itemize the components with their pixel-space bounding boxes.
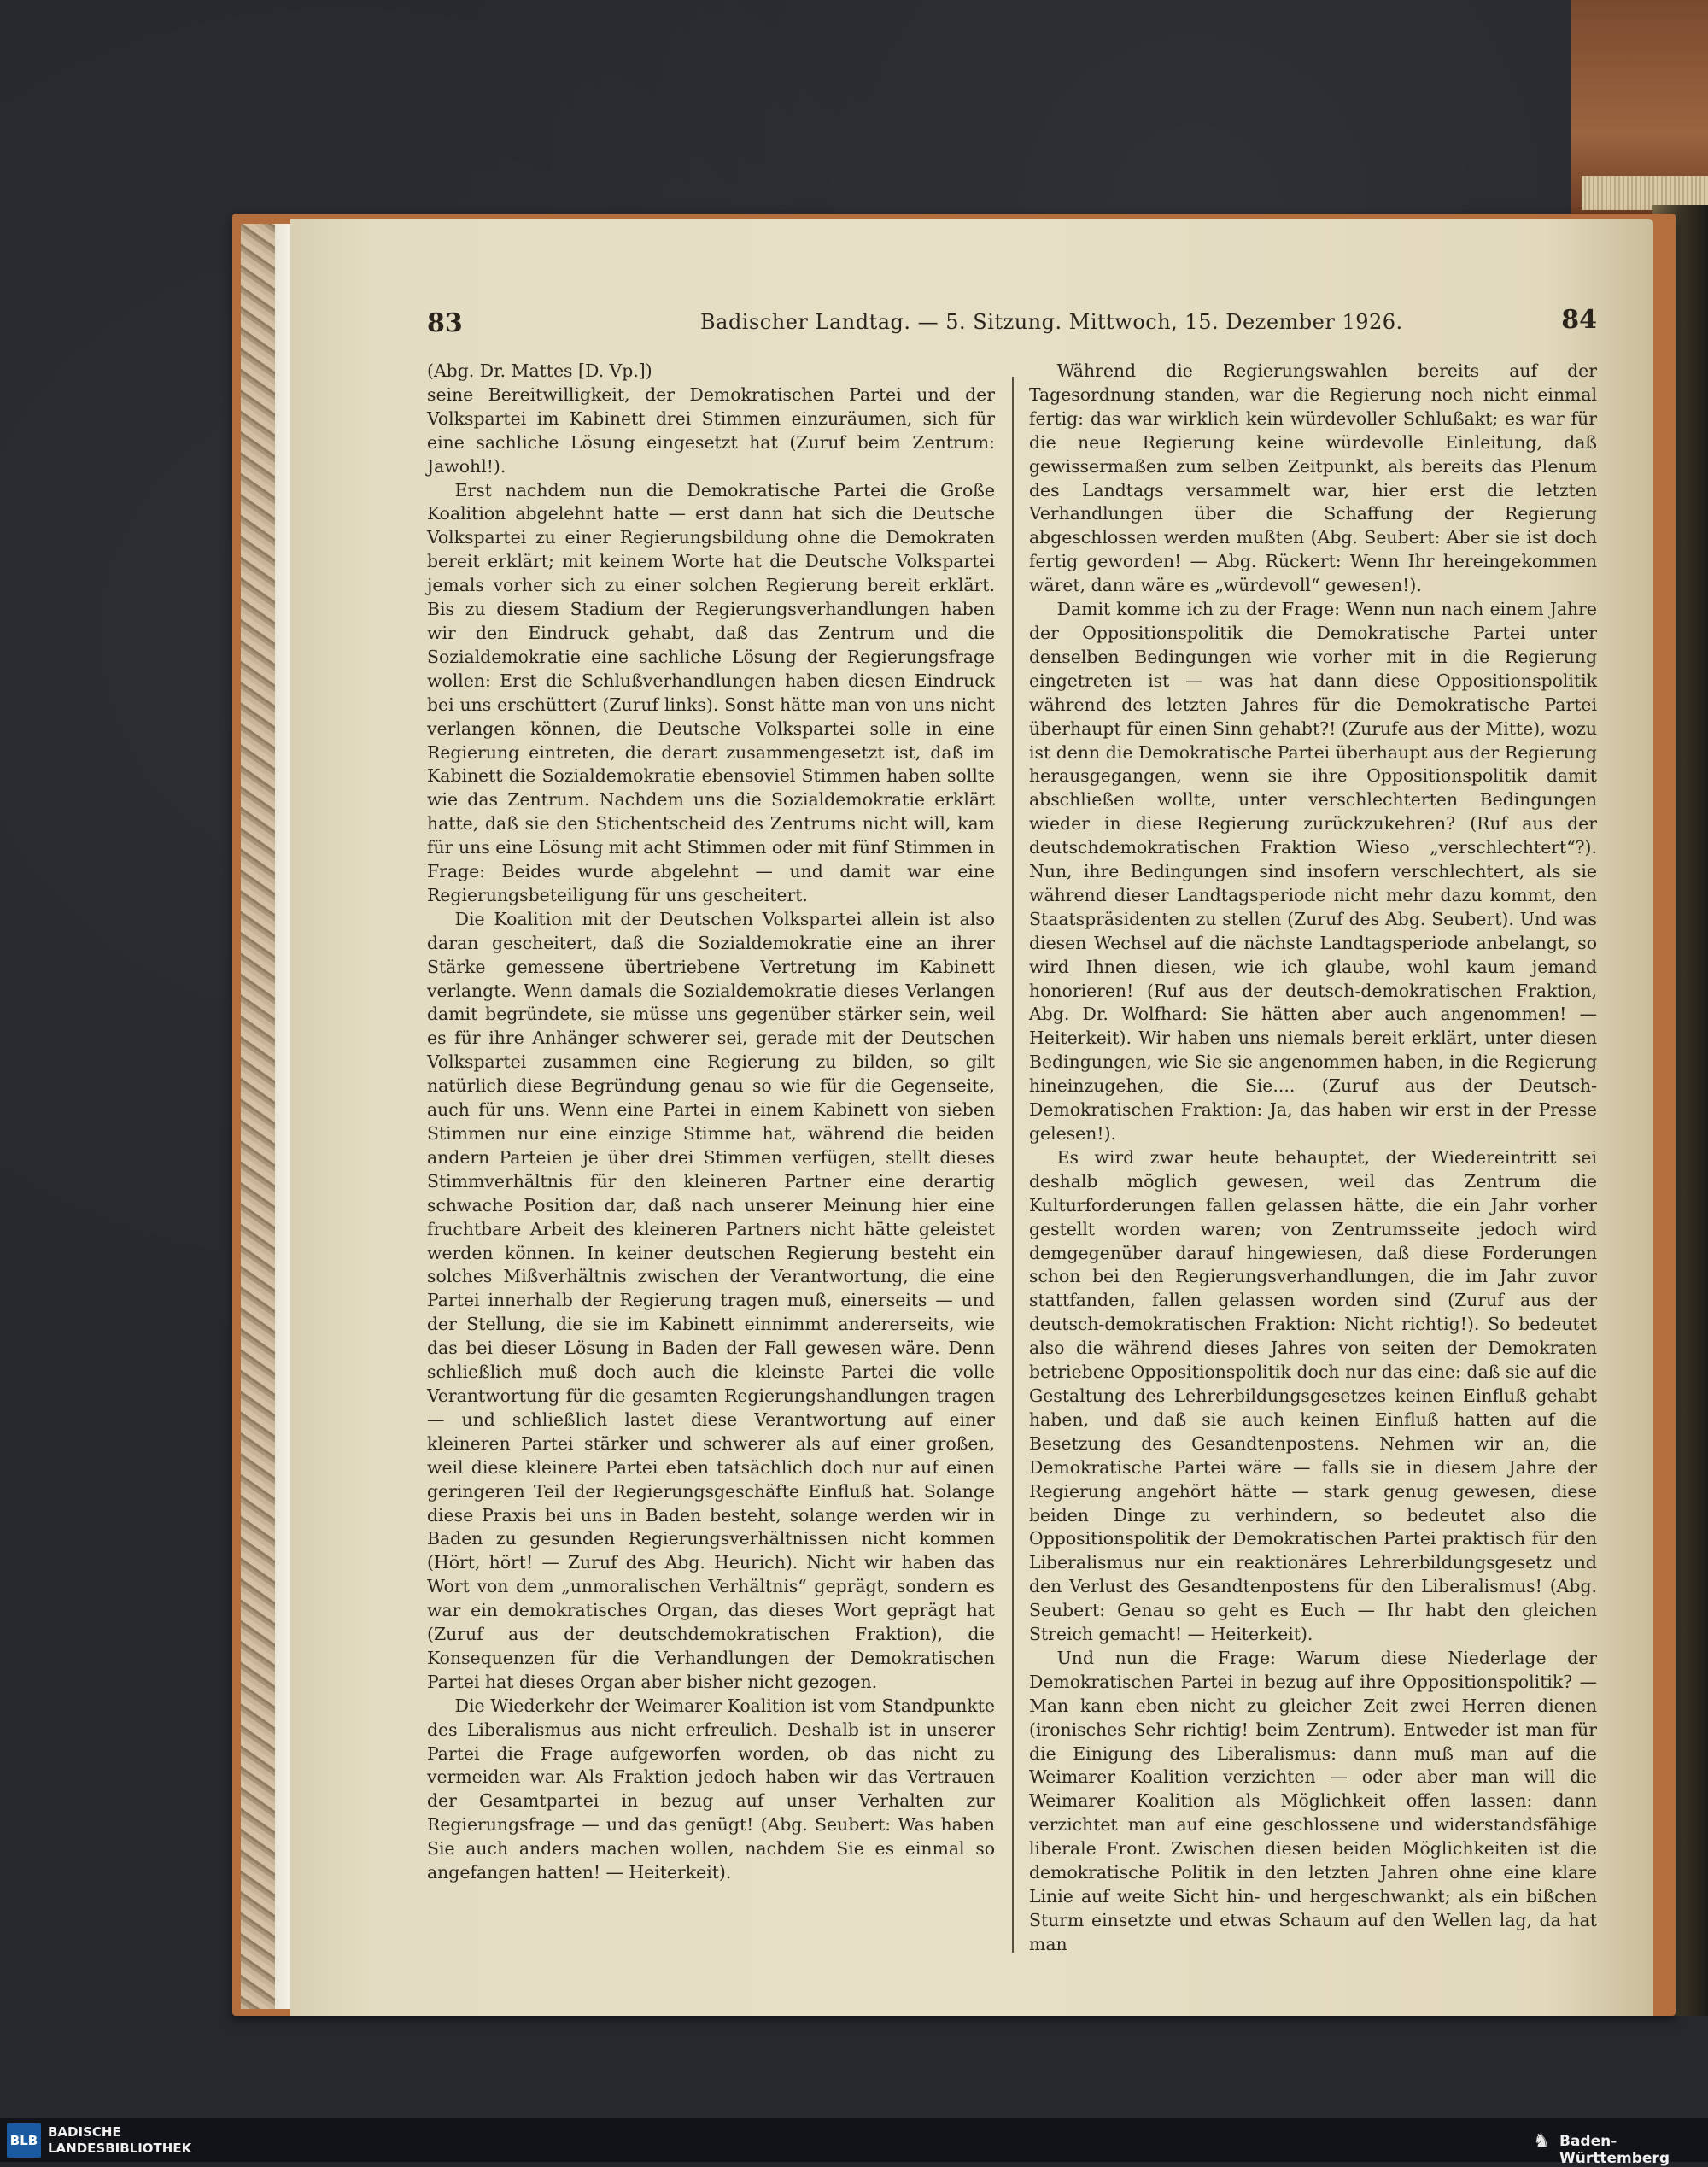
- blb-wordmark[interactable]: [48, 2124, 191, 2157]
- header-title: Badischer Landtag. — 5. Sitzung. Mittwoch, 15. Dezember 1926.: [700, 310, 1403, 334]
- page-number-right: 84: [1561, 305, 1597, 335]
- left-column: [427, 360, 995, 1885]
- paragraph: Und nun die Frage: Warum diese Niederlage der Demokratischen Partei in bezug auf ihre Oppositionspolitik? — Man kann eben nicht zu gleicher Zeit zwei Herren dienen (ironisches Sehr richtig! beim Zentrum). Entweder ist man für die Einigung des Liberalismus: dann muß man auf die Weimarer Koalition verzichten — oder aber man will die Weimarer Koalition als Möglichkeit offen lassen: dann verzichtet man auf eine geschlossene und widerstandsfähige liberale Front. Zwischen diesen beiden Möglichkeiten ist die demokratische Politik in den letzten Jahren ohne eine klare Linie auf weite Sicht hin- und hergeschwankt; als ein bißchen Sturm einsetzte und etwas Schaum auf den Wellen lag, da hat man: [1029, 1647, 1597, 1954]
- blb-logo[interactable]: BLB: [7, 2123, 41, 2158]
- paragraph: (Abg. Dr. Mattes [D. Vp.]): [427, 360, 652, 381]
- page-number-left: 83: [427, 308, 463, 338]
- endpaper: [275, 224, 290, 2009]
- blb-line-1: BADISCHE: [48, 2124, 121, 2140]
- paragraph: Erst nachdem nun die Demokratische Partei die Große Koalition abgelehnt hatte — erst dann hat sich die Deutsche Volkspartei zu einer Regierungsbildung ohne die Demokraten bereit erklärt; mit keinem Worte hat die Deutsche Volkspartei jemals vorher sich zu einer solchen Regierung bereit erklärt. Bis zu diesem Stadium der Regierungsverhandlungen haben wir den Eindruck gehabt, daß das Zentrum und die Sozialdemokratie eine sachliche Lösung der Regierungsfrage wollen: Erst die Schlußverhandlungen haben diesen Eindruck bei uns erschüttert (Zuruf links). Sonst hätte man von uns nicht verlangen können, die Deutsche Volkspartei solle in eine Regierung eintreten, die derart zusammengesetzt ist, daß im Kabinett die Sozialdemokratie ebensoviel Stimmen haben sollte wie das Zentrum. Nachdem uns die Sozialdemokratie erklärt hatte, daß sie den Stichentscheid des Zentrums nicht will, kam für uns eine Lösung mit acht Stimmen oder mit fünf Stimmen in Frage: Beides wurde abgelehnt — und damit war eine Regierungsbeteiligung für uns gescheitert.: [427, 479, 995, 905]
- document-page: [290, 219, 1653, 2016]
- paragraph: Die Wiederkehr der Weimarer Koalition ist vom Standpunkte des Liberalismus aus nicht erfreulich. Deshalb ist in unserer Partei die Frage aufgeworfen worden, ob das nicht zu vermeiden war. Als Fraktion jedoch haben wir das Vertrauen der Gesamtpartei in bezug auf unser Verhalten zur Regierungsfrage — und das genügt! (Abg. Seubert: Was haben Sie auch anders machen wollen, nachdem Sie es einmal so angefangen hatten! — Heiterkeit).: [427, 1695, 995, 1883]
- page-content: [427, 300, 1597, 1991]
- bw-wordmark[interactable]: Baden-Württemberg: [1559, 2133, 1670, 2167]
- running-header: [427, 300, 1597, 351]
- paragraph: Während die Regierungswahlen bereits auf der Tagesordnung standen, war die Regierung noch nicht einmal fertig: das war wirklich kein würdevoller Schlußakt; es war für die neue Regierung keine würdevolle Einleitung, daß gewissermaßen zum selben Zeitpunkt, als bereits das Plenum des Landtags versammelt war, hier erst die letzten Verhandlungen über die Schaffung der Regierung abgeschlossen werden mußten (Abg. Seubert: Aber sie ist doch fertig geworden! — Abg. Rückert: Wenn Ihr hereingekommen wäret, dann wäre es „würdevoll“ gewesen!).: [1029, 360, 1597, 596]
- paragraph: seine Bereitwilligkeit, der Demokratischen Partei und der Volkspartei im Kabinett drei Stimmen einzuräumen, sich für eine sachliche Lösung eingesetzt hat (Zuruf beim Zentrum: Jawohl!).: [427, 384, 995, 477]
- right-column: [1029, 360, 1597, 1957]
- blb-line-2: LANDESBIBLIOTHEK: [48, 2141, 192, 2156]
- column-divider: [1012, 377, 1014, 1953]
- coat-of-arms-icon: ♞: [1533, 2130, 1550, 2152]
- adjacent-book: [1571, 0, 1708, 222]
- paragraph: Es wird zwar heute behauptet, der Wiedereintritt sei deshalb möglich gewesen, weil das Zentrum die Kulturforderungen fallen gelassen hätte, die ein Jahr vorher gestellt worden waren; von Zentrumsseite jedoch wird demgegenüber darauf hingewiesen, daß diese Forderungen schon bei den Regierungsverhandlungen, die im Jahr zuvor stattfanden, fallen gelassen worden sind (Zuruf aus der deutsch-demokratischen Fraktion: Nicht richtig!). So bedeutet also die während dieses Jahres von seiten der Demokraten betriebene Oppositionspolitik doch nur das eine: daß sie auf die Gestaltung des Lehrerbildungsgesetzes keinen Einfluß gehabt haben, und daß sie auch keinen Einfluß hatten auf die Besetzung des Gesandtenpostens. Nehmen wir an, die Demokratische Partei wäre — falls sie in diesem Jahre der Regierung angehört hätte — stark genug gewesen, diese beiden Dinge zu verhindern, so bedeutet also die Oppositionspolitik der Demokratischen Partei praktisch für den Liberalismus nur ein reaktionäres Lehrerbildungsgesetz und den Verlust des Gesandtenpostens für den Liberalismus! (Abg. Seubert: Genau so geht es Euch — Ihr habt den gleichen Streich gemacht! — Heiterkeit).: [1029, 1146, 1597, 1645]
- viewer-footer: [0, 2118, 1708, 2162]
- paragraph: Damit komme ich zu der Frage: Wenn nun nach einem Jahre der Oppositionspolitik die Demokratische Partei unter denselben Bedingungen wie vorher mit in die Regierung eingetreten ist — was hat dann diese Oppositionspolitik während des letzten Jahres für die Demokratische Partei überhaupt für einen Sinn gehabt?! (Zurufe aus der Mitte), wozu ist denn die Demokratische Partei überhaupt aus der Regierung herausgegangen, wenn sie ihre Oppositionspolitik damit abschließen wollte, unter verschlechterten Bedingungen wieder in diese Regierung zurückzukehren? (Ruf aus der deutschdemokratischen Fraktion Wieso „verschlechtert“?). Nun, ihre Bedingungen sind insofern verschlechtert, als sie während dieser Landtagsperiode nicht mehr dazu kommt, den Staatspräsidenten zu stellen (Zuruf des Abg. Seubert). Und was diesen Wechsel auf die nächste Landtagsperiode anbelangt, so wird Ihnen diesen, wie ich glaube, wohl kaum jemand honorieren! (Ruf aus der deutsch-demokratischen Fraktion, Abg. Dr. Wolfhard: Sie hätten aber auch angenommen! — Heiterkeit). Wir haben uns niemals bereit erklärt, unter diesen Bedingungen, wie Sie sie angenommen haben, in die Regierung hineinzugehen, die Sie.... (Zuruf aus der Deutsch-Demokratischen Fraktion: Ja, das haben wir erst in der Presse gelesen!).: [1029, 599, 1597, 1144]
- paragraph: Die Koalition mit der Deutschen Volkspartei allein ist also daran gescheitert, daß die Sozialdemokratie eine an ihrer Stärke gemessene übertriebene Vertretung im Kabinett verlangte. Wenn damals die Sozialdemokratie dieses Verlangen damit begründete, sie müsse uns gegenüber stärker sein, weil es für ihre Anhänger schwerer sei, gerade mit der Deutschen Volkspartei zusammen eine Regierung zu bilden, so gilt natürlich diese Begründung genau so wie für die Gegenseite, auch für uns. Wenn eine Partei in einem Kabinett von sieben Stimmen nur eine einzige Stimme hat, während die beiden andern Parteien je über drei Stimmen verfügen, stellt dieses Stimmverhältnis für den kleineren Partner eine derartig schwache Position dar, daß nach unserer Meinung hier eine fruchtbare Arbeit des kleineren Partners nicht hätte geleistet werden können. In keiner deutschen Regierung besteht ein solches Mißverhältnis zwischen der Verantwortung, die eine Partei innerhalb der Regierung tragen muß, einerseits — und der Stellung, die sie im Kabinett einnimmt andererseits, wie das bei dieser Lösung in Baden der Fall gewesen wäre. Denn schließlich muß doch auch die kleinste Partei die volle Verantwortung für die gesamten Regierungshandlungen tragen — und schließlich lastet diese Verantwortung auf einer kleineren Partei stärker und schwerer als auf einer großen, weil diese kleinere Partei eben tatsächlich doch nur auf einen geringeren Teil der Regierungsgeschäfte Einfluß hat. Solange diese Praxis bei uns in Baden besteht, solange werden wir in Baden zu gesunden Regierungsverhältnissen nicht kommen (Hört, hört! — Zuruf des Abg. Heurich). Nicht wir haben das Wort von dem „unmoralischen Verhältnis“ geprägt, sondern es war ein demokratisches Organ, das dieses Wort geprägt hat (Zuruf aus der deutschdemokratischen Fraktion), die Konsequenzen für die Verhandlungen der Demokratischen Partei hat dieses Organ aber bisher nicht gezogen.: [427, 908, 995, 1692]
- marbled-endpaper: [241, 224, 275, 2009]
